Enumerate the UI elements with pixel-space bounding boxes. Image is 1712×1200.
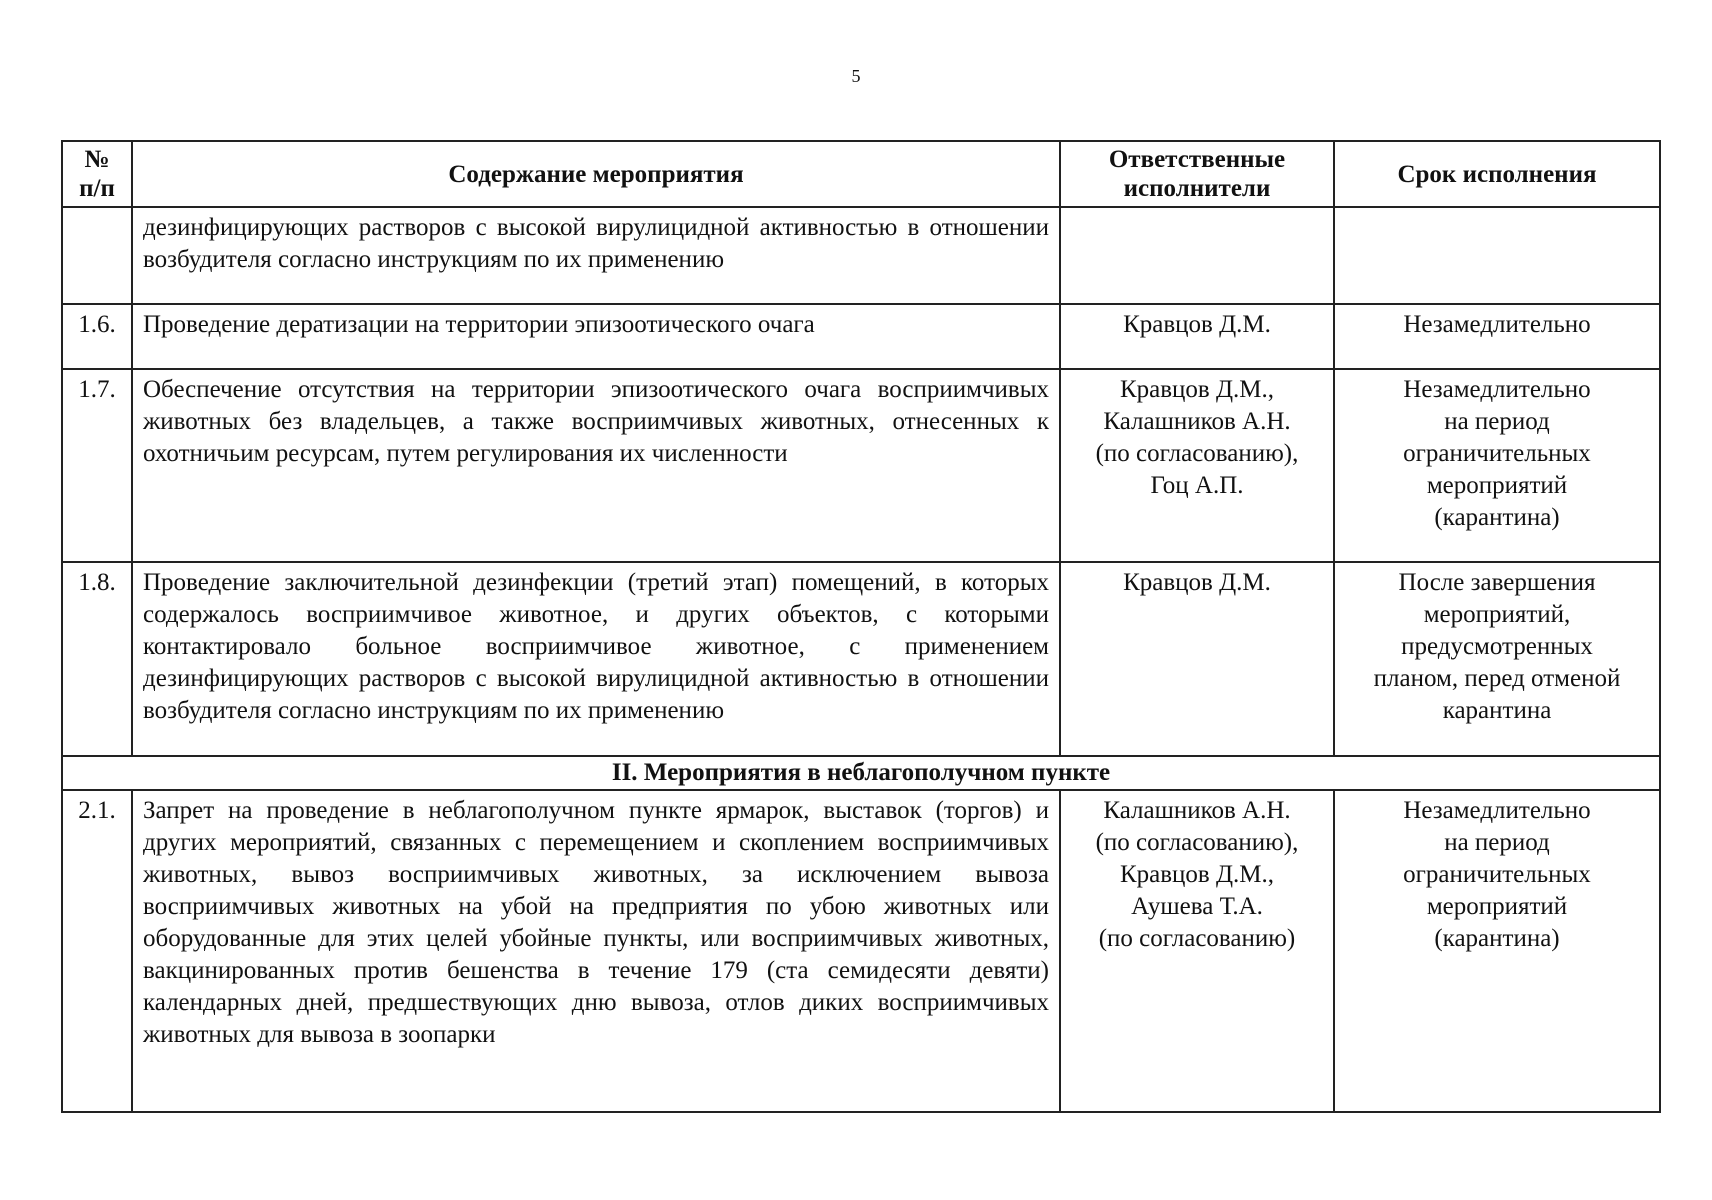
table-header-row <box>62 141 1660 207</box>
row-number: 1.8. <box>62 562 132 756</box>
header-num: № п/п <box>62 141 132 207</box>
section-heading-row <box>62 756 1660 790</box>
row-term: Незамедлительно на период ограничительных мероприятий (карантина) <box>1334 369 1660 562</box>
measures-table <box>61 140 1661 1113</box>
page-number: 5 <box>851 66 861 86</box>
row-executors: Кравцов Д.М. <box>1060 562 1334 756</box>
header-content: Содержание мероприятия <box>132 141 1060 207</box>
row-term: Незамедлительно <box>1334 304 1660 369</box>
row-number: 1.6. <box>62 304 132 369</box>
table-row <box>62 790 1660 1112</box>
table-row <box>62 304 1660 369</box>
row-executors: Калашников А.Н. (по согласованию), Кравцов Д.М., Аушева Т.А. (по согласованию) <box>1060 790 1334 1112</box>
row-number <box>62 207 132 304</box>
header-executors: Ответственные исполнители <box>1060 141 1334 207</box>
table-row <box>62 207 1660 304</box>
row-content: Запрет на проведение в неблагополучном пункте ярмарок, выставок (торгов) и других мероприятий, связанных с перемещением и скоплением восприимчивых животных, вывоз восприимчивых животных, за исключением вывоза восприимчивых животных на убой на предприятия по убою животных или оборудованные для этих целей убойные пункты, или восприимчивых животных, вакцинированных против бешенства в течение 179 (ста семидесяти девяти) календарных дней, предшествующих дню вывоза, отлов диких восприимчивых животных для вывоза в зоопарки <box>132 790 1060 1112</box>
row-term <box>1334 207 1660 304</box>
row-content: дезинфицирующих растворов с высокой вирулицидной активностью в отношении возбудителя согласно инструкциям по их применению <box>132 207 1060 304</box>
row-executors <box>1060 207 1334 304</box>
row-number: 1.7. <box>62 369 132 562</box>
row-executors: Кравцов Д.М., Калашников А.Н. (по согласованию), Гоц А.П. <box>1060 369 1334 562</box>
row-executors: Кравцов Д.М. <box>1060 304 1334 369</box>
row-number: 2.1. <box>62 790 132 1112</box>
row-term: После завершения мероприятий, предусмотренных планом, перед отменой карантина <box>1334 562 1660 756</box>
row-term: Незамедлительно на период ограничительных мероприятий (карантина) <box>1334 790 1660 1112</box>
row-content: Проведение заключительной дезинфекции (третий этап) помещений, в которых содержалось восприимчивое животное, и других объектов, с которыми контактировало больное восприимчивое животное, с применением дезинфицирующих растворов с высокой вирулицидной активностью в отношении возбудителя согласно инструкциям по их применению <box>132 562 1060 756</box>
table-row <box>62 369 1660 562</box>
row-content: Проведение дератизации на территории эпизоотического очага <box>132 304 1060 369</box>
section-title: II. Мероприятия в неблагополучном пункте <box>62 756 1660 790</box>
table-row <box>62 562 1660 756</box>
row-content: Обеспечение отсутствия на территории эпизоотического очага восприимчивых животных без владельцев, а также восприимчивых животных, отнесенных к охотничьим ресурсам, путем регулирования их численности <box>132 369 1060 562</box>
header-term: Срок исполнения <box>1334 141 1660 207</box>
